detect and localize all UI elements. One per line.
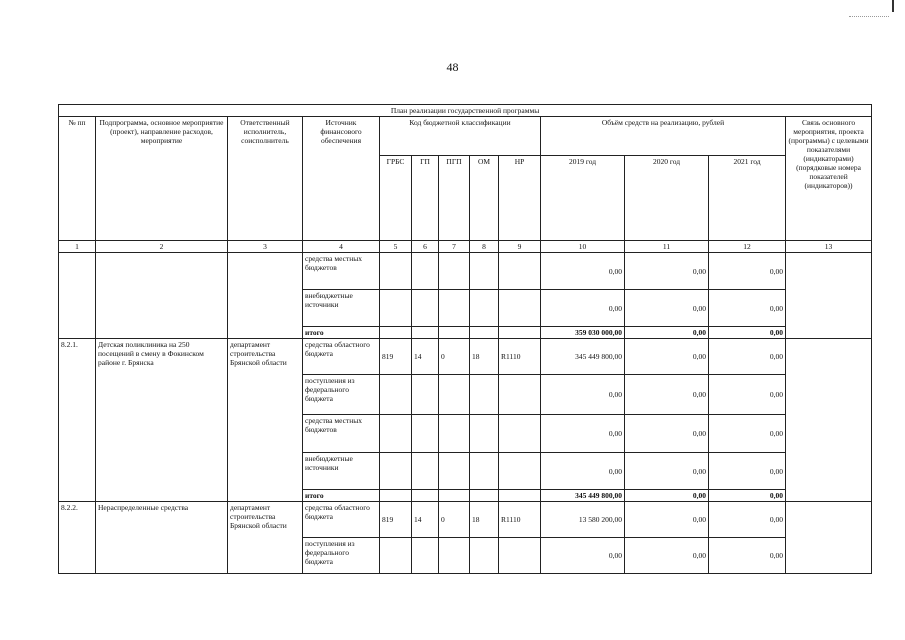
- nr-cell: R1110: [499, 502, 541, 538]
- source-cell: средства областного бюджета: [303, 339, 380, 375]
- value-2021: 0,00: [709, 538, 786, 574]
- col-number: 13: [786, 241, 872, 253]
- value-2019: 13 580 200,00: [541, 502, 625, 538]
- col-number: 7: [439, 241, 470, 253]
- item-number: 8.2.1.: [59, 339, 96, 502]
- col-number: 4: [303, 241, 380, 253]
- value-2020: 0,00: [625, 253, 709, 290]
- pgp-cell: 0: [439, 502, 470, 538]
- nr-cell: R1110: [499, 339, 541, 375]
- total-2019: 345 449 800,00: [541, 490, 625, 502]
- source-cell: итого: [303, 327, 380, 339]
- value-2019: 0,00: [541, 538, 625, 574]
- source-cell: средства областного бюджета: [303, 502, 380, 538]
- header-2019: 2019 год: [541, 156, 625, 241]
- source-cell: внебюджетные источники: [303, 453, 380, 490]
- value-2021: 0,00: [709, 290, 786, 327]
- col-number: 8: [470, 241, 499, 253]
- header-executor: Ответственный исполнитель, соисполнитель: [228, 117, 303, 241]
- header-nr: НР: [499, 156, 541, 241]
- total-2019: 359 030 000,00: [541, 327, 625, 339]
- source-cell: итого: [303, 490, 380, 502]
- total-2020: 0,00: [625, 327, 709, 339]
- item-executor: департамент строительства Брянской области: [228, 502, 303, 574]
- source-cell: средства местных бюджетов: [303, 253, 380, 290]
- value-2021: 0,00: [709, 415, 786, 453]
- header-om: ОМ: [470, 156, 499, 241]
- source-cell: поступления из федерального бюджета: [303, 538, 380, 574]
- column-number-row: [59, 241, 872, 253]
- header-volume: Объём средств на реализацию, рублей: [541, 117, 786, 156]
- value-2019: 0,00: [541, 453, 625, 490]
- value-2020: 0,00: [625, 502, 709, 538]
- col-number: 9: [499, 241, 541, 253]
- plan-table: [58, 104, 872, 574]
- value-2020: 0,00: [625, 375, 709, 415]
- header-num: № пп: [59, 117, 96, 241]
- table-row: [59, 339, 872, 375]
- value-2021: 0,00: [709, 375, 786, 415]
- om-cell: 18: [470, 339, 499, 375]
- col-number: 6: [412, 241, 439, 253]
- gp-cell: 14: [412, 502, 439, 538]
- col-number: 3: [228, 241, 303, 253]
- value-2020: 0,00: [625, 453, 709, 490]
- total-2021: 0,00: [709, 327, 786, 339]
- col-number: 12: [709, 241, 786, 253]
- table-row: [59, 502, 872, 538]
- grbs-cell: 819: [380, 502, 412, 538]
- header-link: Связь основного мероприятия, проекта (программы) с целевыми показателями (индикаторами) (порядковые номера показателей (индикаторов)): [786, 117, 872, 241]
- col-number: 2: [96, 241, 228, 253]
- header-pgp: ПГП: [439, 156, 470, 241]
- total-2020: 0,00: [625, 490, 709, 502]
- value-2021: 0,00: [709, 253, 786, 290]
- col-number: 1: [59, 241, 96, 253]
- item-name: Нераспределенные средства: [96, 502, 228, 574]
- value-2021: 0,00: [709, 502, 786, 538]
- header-budget-code: Код бюджетной классификации: [380, 117, 541, 156]
- item-name: Детская поликлиника на 250 посещений в смену в Фокинском районе г. Брянска: [96, 339, 228, 502]
- source-cell: поступления из федерального бюджета: [303, 375, 380, 415]
- total-2021: 0,00: [709, 490, 786, 502]
- value-2020: 0,00: [625, 290, 709, 327]
- pgp-cell: 0: [439, 339, 470, 375]
- header-2020: 2020 год: [625, 156, 709, 241]
- col-number: 5: [380, 241, 412, 253]
- value-2020: 0,00: [625, 538, 709, 574]
- scan-mark: [892, 0, 894, 12]
- value-2019: 0,00: [541, 290, 625, 327]
- value-2021: 0,00: [709, 453, 786, 490]
- scan-dots: [849, 16, 889, 18]
- grbs-cell: 819: [380, 339, 412, 375]
- source-cell: средства местных бюджетов: [303, 415, 380, 453]
- header-grbs: ГРБС: [380, 156, 412, 241]
- value-2021: 0,00: [709, 339, 786, 375]
- table-caption: План реализации государственной программы: [59, 105, 872, 117]
- value-2020: 0,00: [625, 339, 709, 375]
- header-source: Источник финансового обеспечения: [303, 117, 380, 241]
- item-executor: департамент строительства Брянской области: [228, 339, 303, 502]
- value-2019: 345 449 800,00: [541, 339, 625, 375]
- value-2019: 0,00: [541, 375, 625, 415]
- col-number: 10: [541, 241, 625, 253]
- value-2019: 0,00: [541, 253, 625, 290]
- header-gp: ГП: [412, 156, 439, 241]
- value-2020: 0,00: [625, 415, 709, 453]
- page-number: 48: [446, 60, 459, 74]
- om-cell: 18: [470, 502, 499, 538]
- source-cell: внебюджетные источники: [303, 290, 380, 327]
- header-2021: 2021 год: [709, 156, 786, 241]
- gp-cell: 14: [412, 339, 439, 375]
- value-2019: 0,00: [541, 415, 625, 453]
- item-number: 8.2.2.: [59, 502, 96, 574]
- table-row: [59, 253, 872, 290]
- col-number: 11: [625, 241, 709, 253]
- header-subprogram: Подпрограмма, основное мероприятие (проект), направление расходов, мероприятие: [96, 117, 228, 241]
